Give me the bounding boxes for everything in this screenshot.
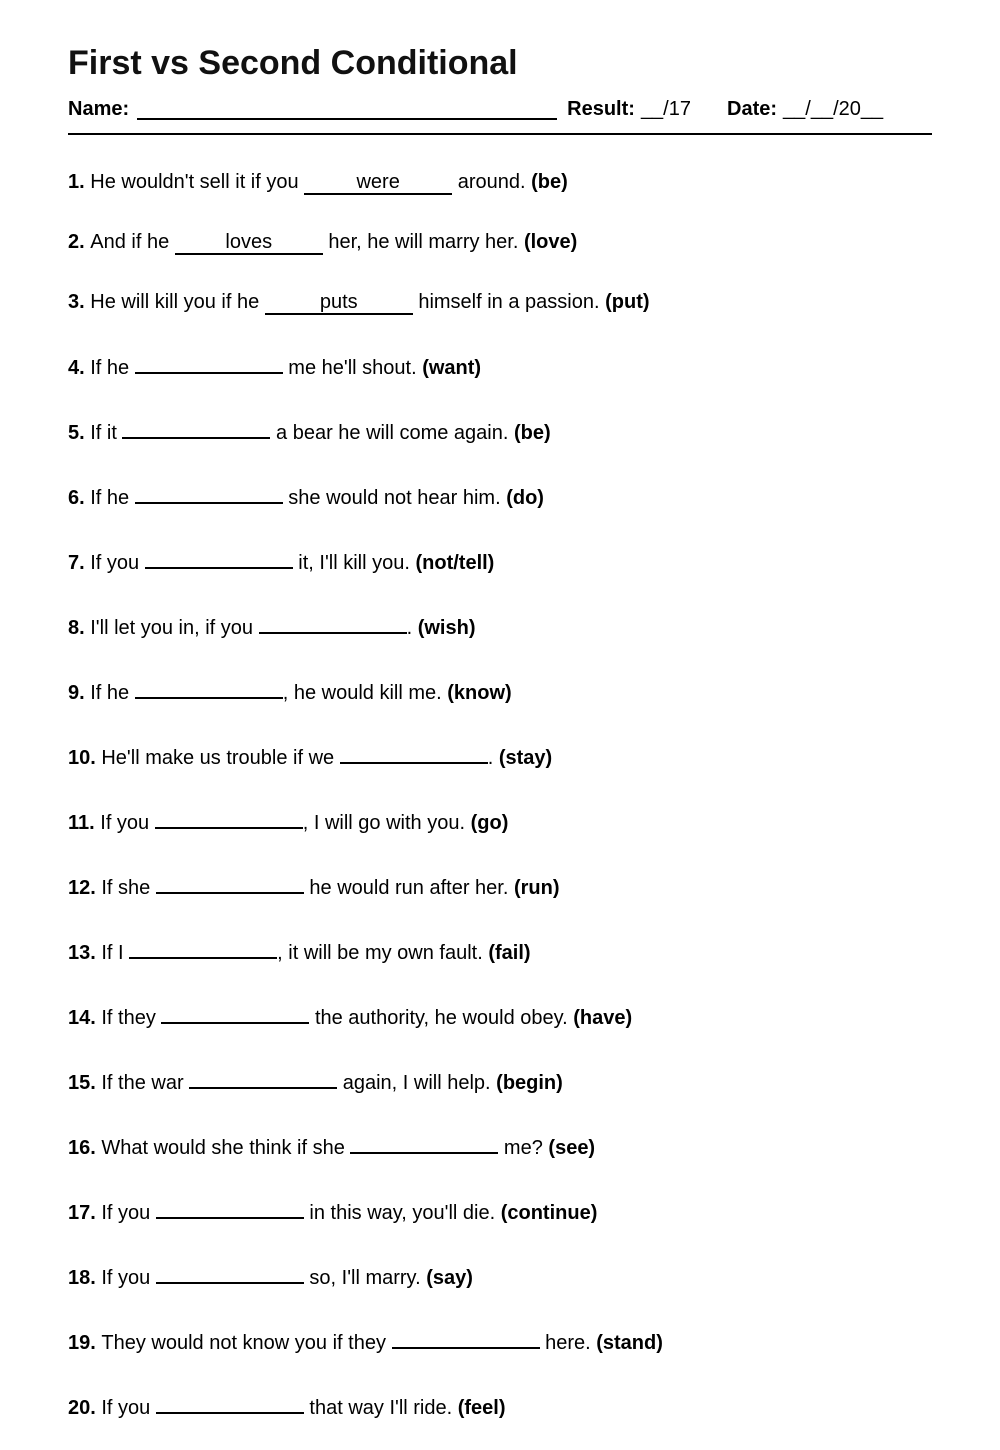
verb-hint: (put) bbox=[605, 291, 650, 313]
question-pre-text: What would she think if she bbox=[101, 1137, 351, 1159]
question-post-text: around. bbox=[452, 171, 532, 193]
question-pre-text: If they bbox=[101, 1007, 162, 1029]
question-pre-text: If he bbox=[90, 357, 135, 379]
answer-blank[interactable] bbox=[392, 1325, 540, 1349]
verb-hint: (go) bbox=[470, 812, 509, 834]
question-row bbox=[68, 480, 932, 510]
question-post-text: a bear he will come again. bbox=[270, 422, 514, 444]
question-number: 17. bbox=[68, 1202, 102, 1224]
question-pre-text: He will kill you if he bbox=[90, 291, 265, 313]
question-number: 20. bbox=[68, 1397, 102, 1419]
answer-blank[interactable]: were bbox=[304, 171, 452, 195]
answer-blank[interactable] bbox=[135, 675, 283, 699]
question-pre-text: If I bbox=[101, 942, 130, 964]
verb-hint: (see) bbox=[548, 1137, 596, 1159]
question-pre-text: And if he bbox=[90, 231, 175, 253]
question-row bbox=[68, 1130, 932, 1160]
question-post-text: here. bbox=[539, 1332, 597, 1354]
question-post-text: himself in a passion. bbox=[412, 291, 606, 313]
question-post-text: she would not hear him. bbox=[282, 487, 507, 509]
name-label: Name: bbox=[68, 98, 130, 120]
question-post-text: it, I'll kill you. bbox=[292, 552, 416, 574]
answer-blank[interactable] bbox=[350, 1130, 498, 1154]
answer-blank[interactable] bbox=[259, 610, 407, 634]
answer-blank[interactable] bbox=[155, 805, 303, 829]
question-pre-text: If you bbox=[101, 1202, 156, 1224]
answer-blank[interactable] bbox=[135, 350, 283, 374]
verb-hint: (wish) bbox=[417, 617, 476, 639]
question-pre-text: If you bbox=[101, 1267, 156, 1289]
question-number: 1. bbox=[68, 171, 91, 193]
verb-hint: (begin) bbox=[496, 1072, 563, 1094]
question-pre-text: I'll let you in, if you bbox=[90, 617, 259, 639]
question-post-text: that way I'll ride. bbox=[303, 1397, 458, 1419]
question-number: 11. bbox=[68, 812, 101, 834]
question-row bbox=[68, 1065, 932, 1095]
question-number: 3. bbox=[68, 291, 91, 313]
header-row bbox=[68, 97, 932, 121]
question-number: 6. bbox=[68, 487, 91, 509]
answer-blank[interactable] bbox=[156, 1390, 304, 1414]
question-number: 14. bbox=[68, 1007, 102, 1029]
question-row bbox=[68, 740, 932, 770]
question-row bbox=[68, 545, 932, 575]
answer-blank[interactable] bbox=[156, 1195, 304, 1219]
question-number: 9. bbox=[68, 682, 91, 704]
result-label: Result: bbox=[567, 98, 635, 120]
question-post-text: so, I'll marry. bbox=[303, 1267, 427, 1289]
answer-blank[interactable]: loves bbox=[175, 231, 323, 255]
question-post-text: again, I will help. bbox=[337, 1072, 497, 1094]
question-pre-text: If the war bbox=[101, 1072, 190, 1094]
question-row bbox=[68, 1390, 932, 1420]
page-title: First vs Second Conditional bbox=[68, 44, 518, 82]
question-number: 13. bbox=[68, 942, 102, 964]
question-post-text: . bbox=[406, 617, 418, 639]
answer-blank[interactable] bbox=[129, 935, 277, 959]
verb-hint: (feel) bbox=[457, 1397, 506, 1419]
verb-hint: (say) bbox=[426, 1267, 473, 1289]
question-row bbox=[68, 935, 932, 965]
question-row bbox=[68, 415, 932, 445]
question-post-text: . bbox=[487, 747, 499, 769]
question-row bbox=[68, 1195, 932, 1225]
question-post-text: , I will go with you. bbox=[302, 812, 471, 834]
answer-blank[interactable] bbox=[189, 1065, 337, 1089]
question-number: 5. bbox=[68, 422, 91, 444]
question-row bbox=[68, 1325, 932, 1355]
question-pre-text: They would not know you if they bbox=[101, 1332, 392, 1354]
verb-hint: (love) bbox=[523, 231, 578, 253]
question-post-text: in this way, you'll die. bbox=[303, 1202, 501, 1224]
question-pre-text: He wouldn't sell it if you bbox=[90, 171, 305, 193]
question-row bbox=[68, 350, 932, 380]
verb-hint: (stand) bbox=[596, 1332, 663, 1354]
question-pre-text: He'll make us trouble if we bbox=[101, 747, 340, 769]
verb-hint: (run) bbox=[513, 877, 560, 899]
question-post-text: he would run after her. bbox=[303, 877, 514, 899]
question-pre-text: If he bbox=[90, 682, 135, 704]
question-number: 18. bbox=[68, 1267, 102, 1289]
question-row bbox=[68, 610, 932, 640]
verb-hint: (continue) bbox=[500, 1202, 598, 1224]
date-label: Date: bbox=[727, 98, 778, 120]
name-input-line[interactable] bbox=[137, 98, 557, 120]
question-post-text: the authority, he would obey. bbox=[309, 1007, 574, 1029]
answer-blank[interactable] bbox=[145, 545, 293, 569]
verb-hint: (have) bbox=[573, 1007, 633, 1029]
answer-blank[interactable] bbox=[161, 1000, 309, 1024]
date-value[interactable]: __/__/20__ bbox=[783, 98, 884, 120]
question-number: 12. bbox=[68, 877, 102, 899]
question-number: 8. bbox=[68, 617, 91, 639]
question-pre-text: If it bbox=[90, 422, 123, 444]
answer-blank[interactable] bbox=[135, 480, 283, 504]
question-row bbox=[68, 170, 932, 195]
question-number: 10. bbox=[68, 747, 102, 769]
question-number: 19. bbox=[68, 1332, 102, 1354]
question-row bbox=[68, 230, 932, 255]
question-row bbox=[68, 1000, 932, 1030]
question-pre-text: If he bbox=[90, 487, 135, 509]
answer-blank[interactable] bbox=[156, 870, 304, 894]
verb-hint: (fail) bbox=[488, 942, 531, 964]
question-pre-text: If you bbox=[90, 552, 145, 574]
answer-blank[interactable] bbox=[340, 740, 488, 764]
question-pre-text: If you bbox=[100, 812, 155, 834]
question-pre-text: If she bbox=[101, 877, 156, 899]
question-number: 15. bbox=[68, 1072, 102, 1094]
answer-blank[interactable] bbox=[156, 1260, 304, 1284]
question-row bbox=[68, 870, 932, 900]
questions-list bbox=[68, 170, 932, 1420]
verb-hint: (want) bbox=[422, 357, 482, 379]
question-number: 7. bbox=[68, 552, 91, 574]
answer-blank[interactable] bbox=[122, 415, 270, 439]
question-pre-text: If you bbox=[101, 1397, 156, 1419]
question-row bbox=[68, 1260, 932, 1290]
verb-hint: (be) bbox=[513, 422, 551, 444]
question-row bbox=[68, 675, 932, 705]
verb-hint: (do) bbox=[506, 487, 544, 509]
verb-hint: (not/tell) bbox=[415, 552, 495, 574]
question-post-text: me he'll shout. bbox=[282, 357, 423, 379]
question-row bbox=[68, 290, 932, 315]
question-number: 4. bbox=[68, 357, 91, 379]
question-post-text: , it will be my own fault. bbox=[277, 942, 489, 964]
verb-hint: (be) bbox=[531, 171, 568, 193]
question-number: 16. bbox=[68, 1137, 102, 1159]
question-number: 2. bbox=[68, 231, 91, 253]
result-value[interactable]: __/17 bbox=[640, 98, 691, 120]
verb-hint: (know) bbox=[447, 682, 512, 704]
question-post-text: me? bbox=[498, 1137, 549, 1159]
header-divider bbox=[68, 133, 932, 135]
question-row bbox=[68, 805, 932, 835]
question-post-text: her, he will marry her. bbox=[322, 231, 524, 253]
verb-hint: (stay) bbox=[498, 747, 553, 769]
question-post-text: , he would kill me. bbox=[282, 682, 448, 704]
answer-blank[interactable]: puts bbox=[265, 291, 413, 315]
